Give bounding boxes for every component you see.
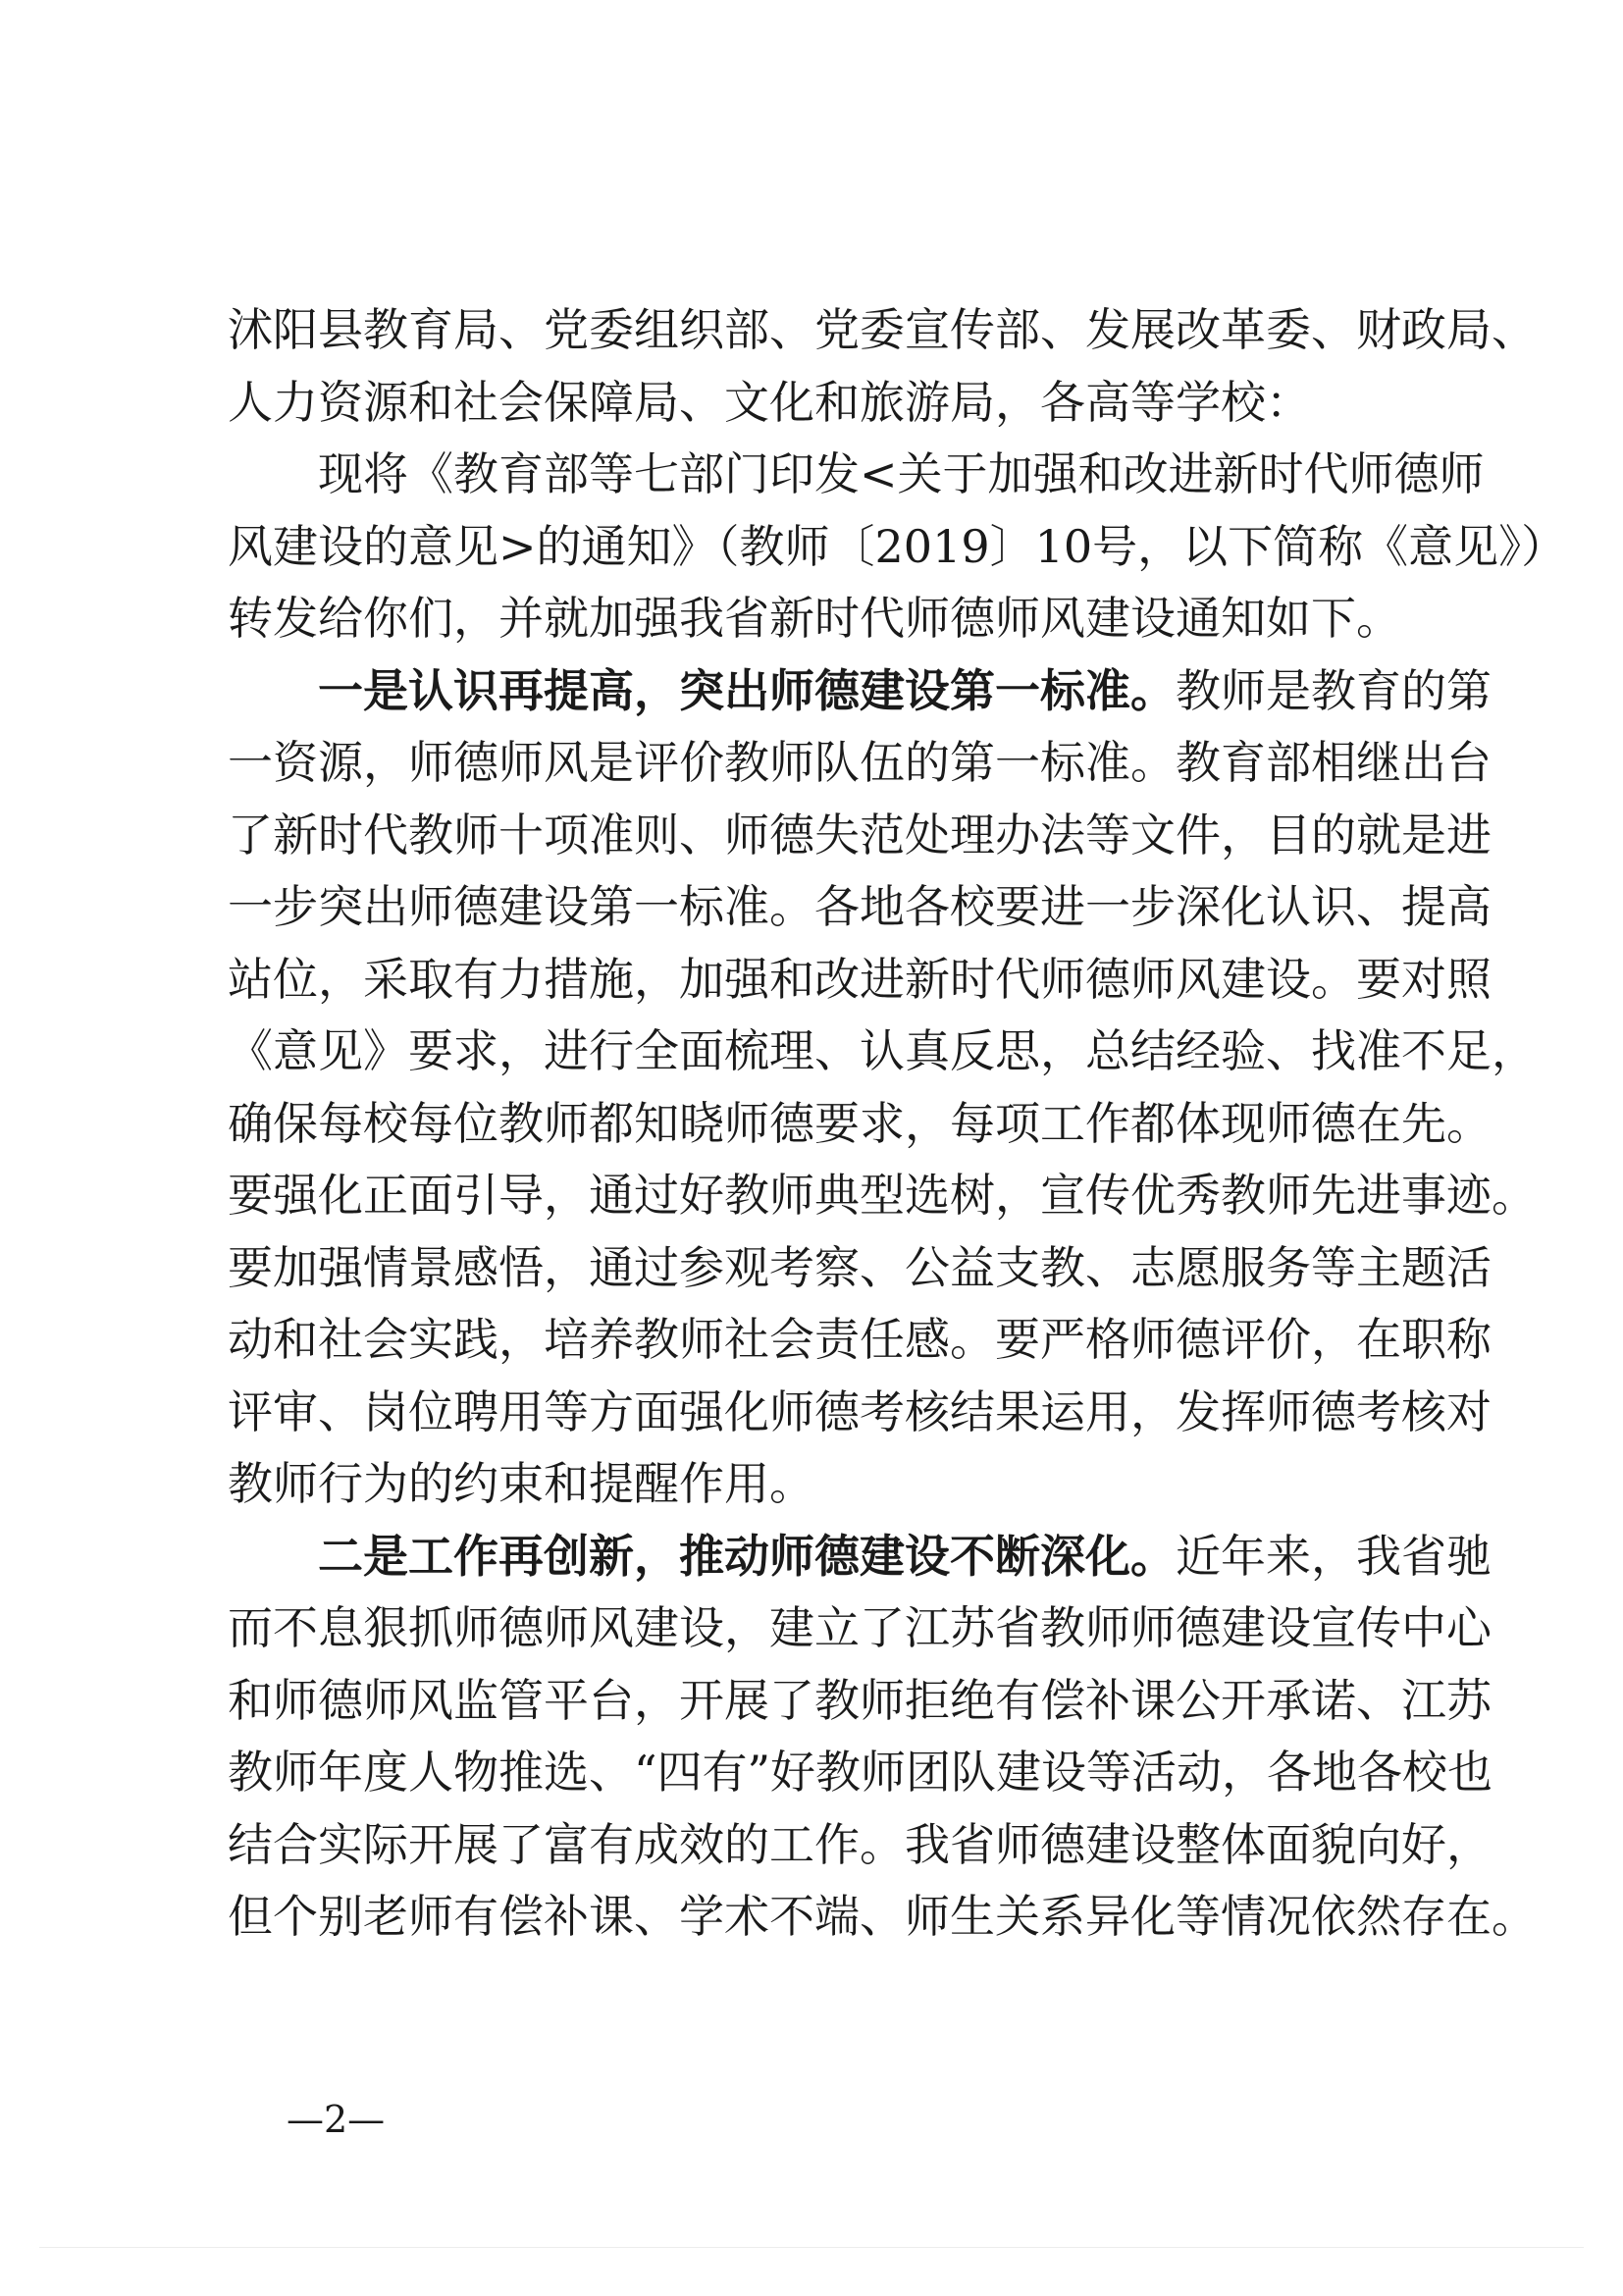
point2-heading: 二是工作再创新，推动师德建设不断深化。 [318,1529,1176,1583]
point1-line: 要强化正面引导，通过好教师典型选树，宣传优秀教师先进事迹。 [228,1169,1537,1222]
point1-line: 一步突出师德建设第一标准。各地各校要进一步深化认识、提高 [228,880,1492,933]
point1-line: 《意见》要求，进行全面梳理、认真反思，总结经验、找准不足， [228,1024,1537,1077]
point1-line: 教师行为的约束和提醒作用。 [228,1457,814,1510]
point2-first-line [228,1521,1492,1593]
point1-line: 要加强情景感悟，通过参观考察、公益支教、志愿服务等主题活 [228,1240,1492,1294]
page-number: —2— [287,2098,386,2141]
point1-line: 一资源，师德师风是评价教师队伍的第一标准。教育部相继出台 [228,736,1492,789]
point2-line: 结合实际开展了富有成效的工作。我省师德建设整体面貌向好， [228,1817,1492,1871]
point1-line: 动和社会实践，培养教师社会责任感。要严格师德评价，在职称 [228,1313,1492,1366]
point2-first-line-rest: 近年来，我省驰 [1176,1529,1492,1583]
point1-first-line-rest: 教师是教育的第 [1176,663,1492,717]
point1-first-line [228,655,1492,728]
point1-line: 评审、岗位聘用等方面强化师德考核结果运用，发挥师德考核对 [228,1384,1492,1438]
point1-line: 站位，采取有力措施，加强和改进新时代师德师风建设。要对照 [228,952,1492,1006]
scan-divider [39,2247,1584,2248]
point2-line: 但个别老师有偿补课、学术不端、师生关系异化等情况依然存在。 [228,1890,1537,1943]
point2-line: 教师年度人物推选、“四有”好教师团队建设等活动，各地各校也 [228,1746,1493,1799]
point2-line: 而不息狠抓师德师风建设，建立了江苏省教师师德建设宣传中心 [228,1601,1492,1654]
document-body [228,294,1567,1954]
intro-line-1: 现将《教育部等七部门印发<关于加强和改进新时代师德师 [318,447,1485,500]
point2-line: 和师德师风监管平台，开展了教师拒绝有偿补课公开承诺、江苏 [228,1673,1492,1727]
intro-line-2: 风建设的意见>的通知》（教师〔2019〕10号，以下简称《意见》） [228,519,1567,573]
addressee-line-1: 沭阳县教育局、党委组织部、党委宣传部、发展改革委、财政局、 [228,303,1537,356]
point1-line: 了新时代教师十项准则、师德失范处理办法等文件，目的就是进 [228,808,1492,861]
addressee-line-2: 人力资源和社会保障局、文化和旅游局，各高等学校： [228,375,1311,429]
point1-heading: 一是认识再提高，突出师德建设第一标准。 [318,663,1176,717]
intro-line-3: 转发给你们，并就加强我省新时代师德师风建设通知如下。 [228,592,1401,645]
point1-line: 确保每校每位教师都知晓师德要求，每项工作都体现师德在先。 [228,1096,1492,1150]
